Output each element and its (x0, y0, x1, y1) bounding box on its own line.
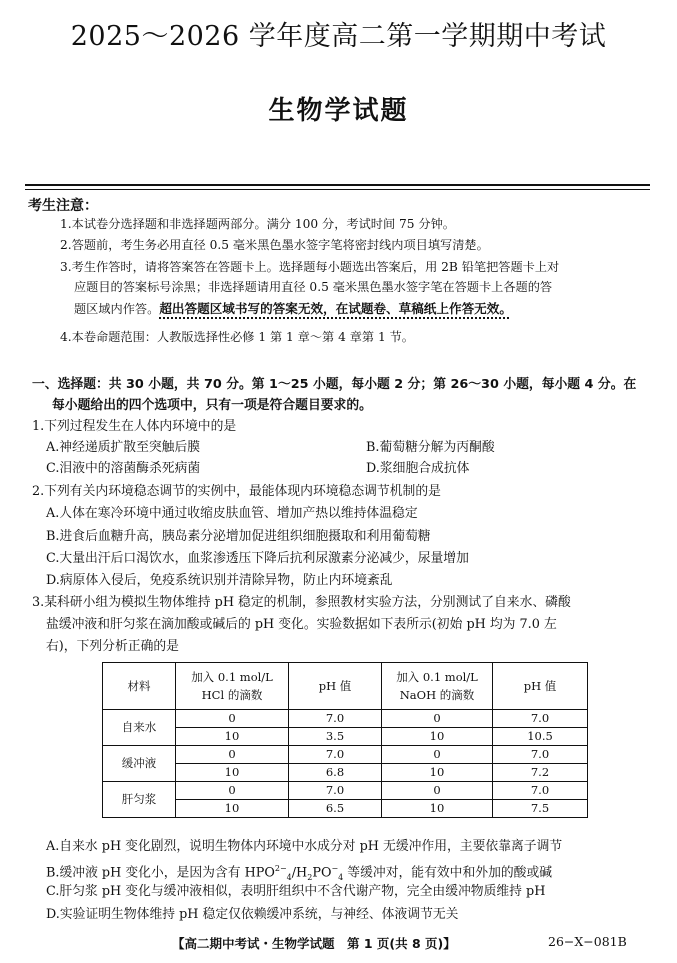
q3-option-b-sub1: 4 (286, 872, 292, 882)
notice-emphasis: 超出答题区域书写的答案无效，在试题卷、草稿纸上作答无效。 (159, 301, 512, 316)
header-naoh-drops (382, 663, 493, 710)
table-cell: 0 (176, 710, 289, 728)
table-cell: 0 (176, 746, 289, 764)
header-ph-1: pH 值 (289, 663, 382, 710)
table-cell: 10 (176, 728, 289, 746)
header-hcl-drops (176, 663, 289, 710)
table-cell: 10.5 (493, 728, 588, 746)
q2-option-b: B.进食后血糖升高，胰岛素分泌增加促进组织细胞摄取和利用葡萄糖 (46, 529, 431, 544)
q3-stem-line-3: 右)，下列分析正确的是 (46, 639, 179, 654)
table-cell: 6.8 (289, 764, 382, 782)
table-cell: 7.0 (289, 782, 382, 800)
exam-title: 2025～2026 学年度高二第一学期期中考试 (70, 21, 607, 52)
q2-stem: 2.下列有关内环境稳态调节的实例中，最能体现内环境稳态调节机制的是 (32, 484, 441, 499)
notice-item-4: 4.本卷命题范围：人教版选择性必修 1 第 1 章～第 4 章第 1 节。 (60, 330, 414, 344)
q2-option-d: D.病原体入侵后，免疫系统识别并清除异物，防止内环境紊乱 (46, 573, 393, 588)
q3-option-b-sup1: 2− (274, 864, 287, 873)
notice-item-3-line-1: 3.考生作答时，请将答案答在答题卡上。选择题每小题选出答案后，用 2B 铅笔把答题卡上对 (60, 260, 560, 274)
footer-page-info: 【高二期中考试・生物学试题 第 1 页(共 8 页)】 (172, 936, 456, 951)
notice-item-3-text: 题区域内作答。 (74, 302, 160, 316)
header-hcl-line-1: 加入 0.1 mol/L (191, 670, 273, 684)
q3-option-b-mid: /H (291, 865, 308, 881)
q1-stem: 1.下列过程发生在人体内环境中的是 (32, 419, 237, 434)
notice-item-3-line-3 (74, 299, 674, 319)
material-cell: 缓冲液 (103, 746, 176, 782)
table-cell: 10 (382, 728, 493, 746)
q1-option-d: D.浆细胞合成抗体 (366, 461, 470, 476)
q1-option-b: B.葡萄糖分解为丙酮酸 (366, 440, 495, 455)
header-ph-2: pH 值 (493, 663, 588, 710)
table-row (103, 728, 588, 746)
table-cell: 0 (382, 746, 493, 764)
q3-option-c: C.肝匀浆 pH 变化与缓冲液相似，表明肝组织中不含代谢产物，完全由缓冲物质维持 pH (46, 884, 546, 899)
table-row (103, 800, 588, 818)
table-header-row (103, 663, 588, 710)
table-cell: 10 (176, 800, 289, 818)
material-cell: 自来水 (103, 710, 176, 746)
q1-option-a: A.神经递质扩散至突触后膜 (46, 440, 201, 455)
header-rule-thin (25, 189, 650, 190)
q3-option-d: D.实验证明生物体维持 pH 稳定仅依赖缓冲系统，与神经、体液调节无关 (46, 907, 459, 922)
subject-title: 生物学试题 (268, 96, 409, 126)
q2-option-a: A.人体在寒冷环境中通过收缩皮肤血管、增加产热以维持体温稳定 (46, 506, 418, 521)
q3-option-b-sup2: − (331, 864, 339, 873)
table-row (103, 710, 588, 728)
table-cell: 10 (382, 800, 493, 818)
table-cell: 7.0 (493, 746, 588, 764)
table-cell: 7.0 (289, 746, 382, 764)
footer-exam-code: 26−X−081B (548, 934, 627, 949)
q3-option-a: A.自来水 pH 变化剧烈，说明生物体内环境中水成分对 pH 无缓冲作用，主要依靠离子调节 (46, 839, 563, 854)
q3-stem-line-2: 盐缓冲液和肝匀浆在滴加酸或碱后的 pH 变化。实验数据如下表所示(初始 pH 均为 7.0 左 (46, 617, 557, 632)
header-naoh-line-1: 加入 0.1 mol/L (396, 670, 478, 684)
table-cell: 7.5 (493, 800, 588, 818)
q3-stem-line-1: 3.某科研小组为模拟生物体维持 pH 稳定的机制，参照教材实验方法，分别测试了自来水、磷酸 (32, 595, 571, 610)
table-cell: 6.5 (289, 800, 382, 818)
table-cell: 0 (382, 710, 493, 728)
header-hcl-line-2: HCl 的滴数 (201, 688, 263, 702)
notice-item-2: 2.答题前，考生务必用直径 0.5 毫米黑色墨水签字笔将密封线内项目填写清楚。 (60, 238, 489, 252)
ph-data-table (102, 662, 588, 818)
table-cell: 10 (382, 764, 493, 782)
header-material: 材料 (103, 663, 176, 710)
q1-option-c: C.泪液中的溶菌酶杀死病菌 (46, 461, 201, 476)
table-cell: 7.0 (493, 782, 588, 800)
notice-item-3-line-2: 应题目的答案标号涂黑；非选择题请用直径 0.5 毫米黑色墨水签字笔在答题卡上各题的答 (74, 280, 553, 294)
section-heading-line-1: 一、选择题：共 30 小题，共 70 分。第 1～25 小题，每小题 2 分；第 26～30 小题，每小题 4 分。在 (32, 377, 637, 392)
section-heading-line-2: 每小题给出的四个选项中，只有一项是符合题目要求的。 (52, 398, 372, 413)
table-row (103, 746, 588, 764)
header-naoh-line-2: NaOH 的滴数 (399, 688, 475, 702)
table-row (103, 782, 588, 800)
q3-option-b-pre: B.缓冲液 pH 变化小，是因为含有 HPO (46, 865, 275, 881)
material-cell: 肝匀浆 (103, 782, 176, 818)
table-cell: 7.0 (493, 710, 588, 728)
table-row (103, 764, 588, 782)
header-rule-thick (25, 184, 650, 186)
table-cell: 0 (382, 782, 493, 800)
q3-option-b-mid2: PO (312, 865, 332, 881)
q3-option-b-sub2: 2 (307, 872, 313, 882)
q2-option-c: C.大量出汗后口渴饮水，血浆渗透压下降后抗利尿激素分泌减少，尿量增加 (46, 551, 469, 566)
notice-item-1: 1.本试卷分选择题和非选择题两部分。满分 100 分，考试时间 75 分钟。 (60, 217, 455, 231)
notice-heading: 考生注意： (28, 198, 98, 214)
table-cell: 7.0 (289, 710, 382, 728)
q3-option-b-post: 等缓冲对，能有效中和外加的酸或碱 (343, 865, 553, 881)
table-cell: 3.5 (289, 728, 382, 746)
table-cell: 0 (176, 782, 289, 800)
table-cell: 10 (176, 764, 289, 782)
q3-option-b-sub3: 4 (338, 872, 344, 882)
table-cell: 7.2 (493, 764, 588, 782)
